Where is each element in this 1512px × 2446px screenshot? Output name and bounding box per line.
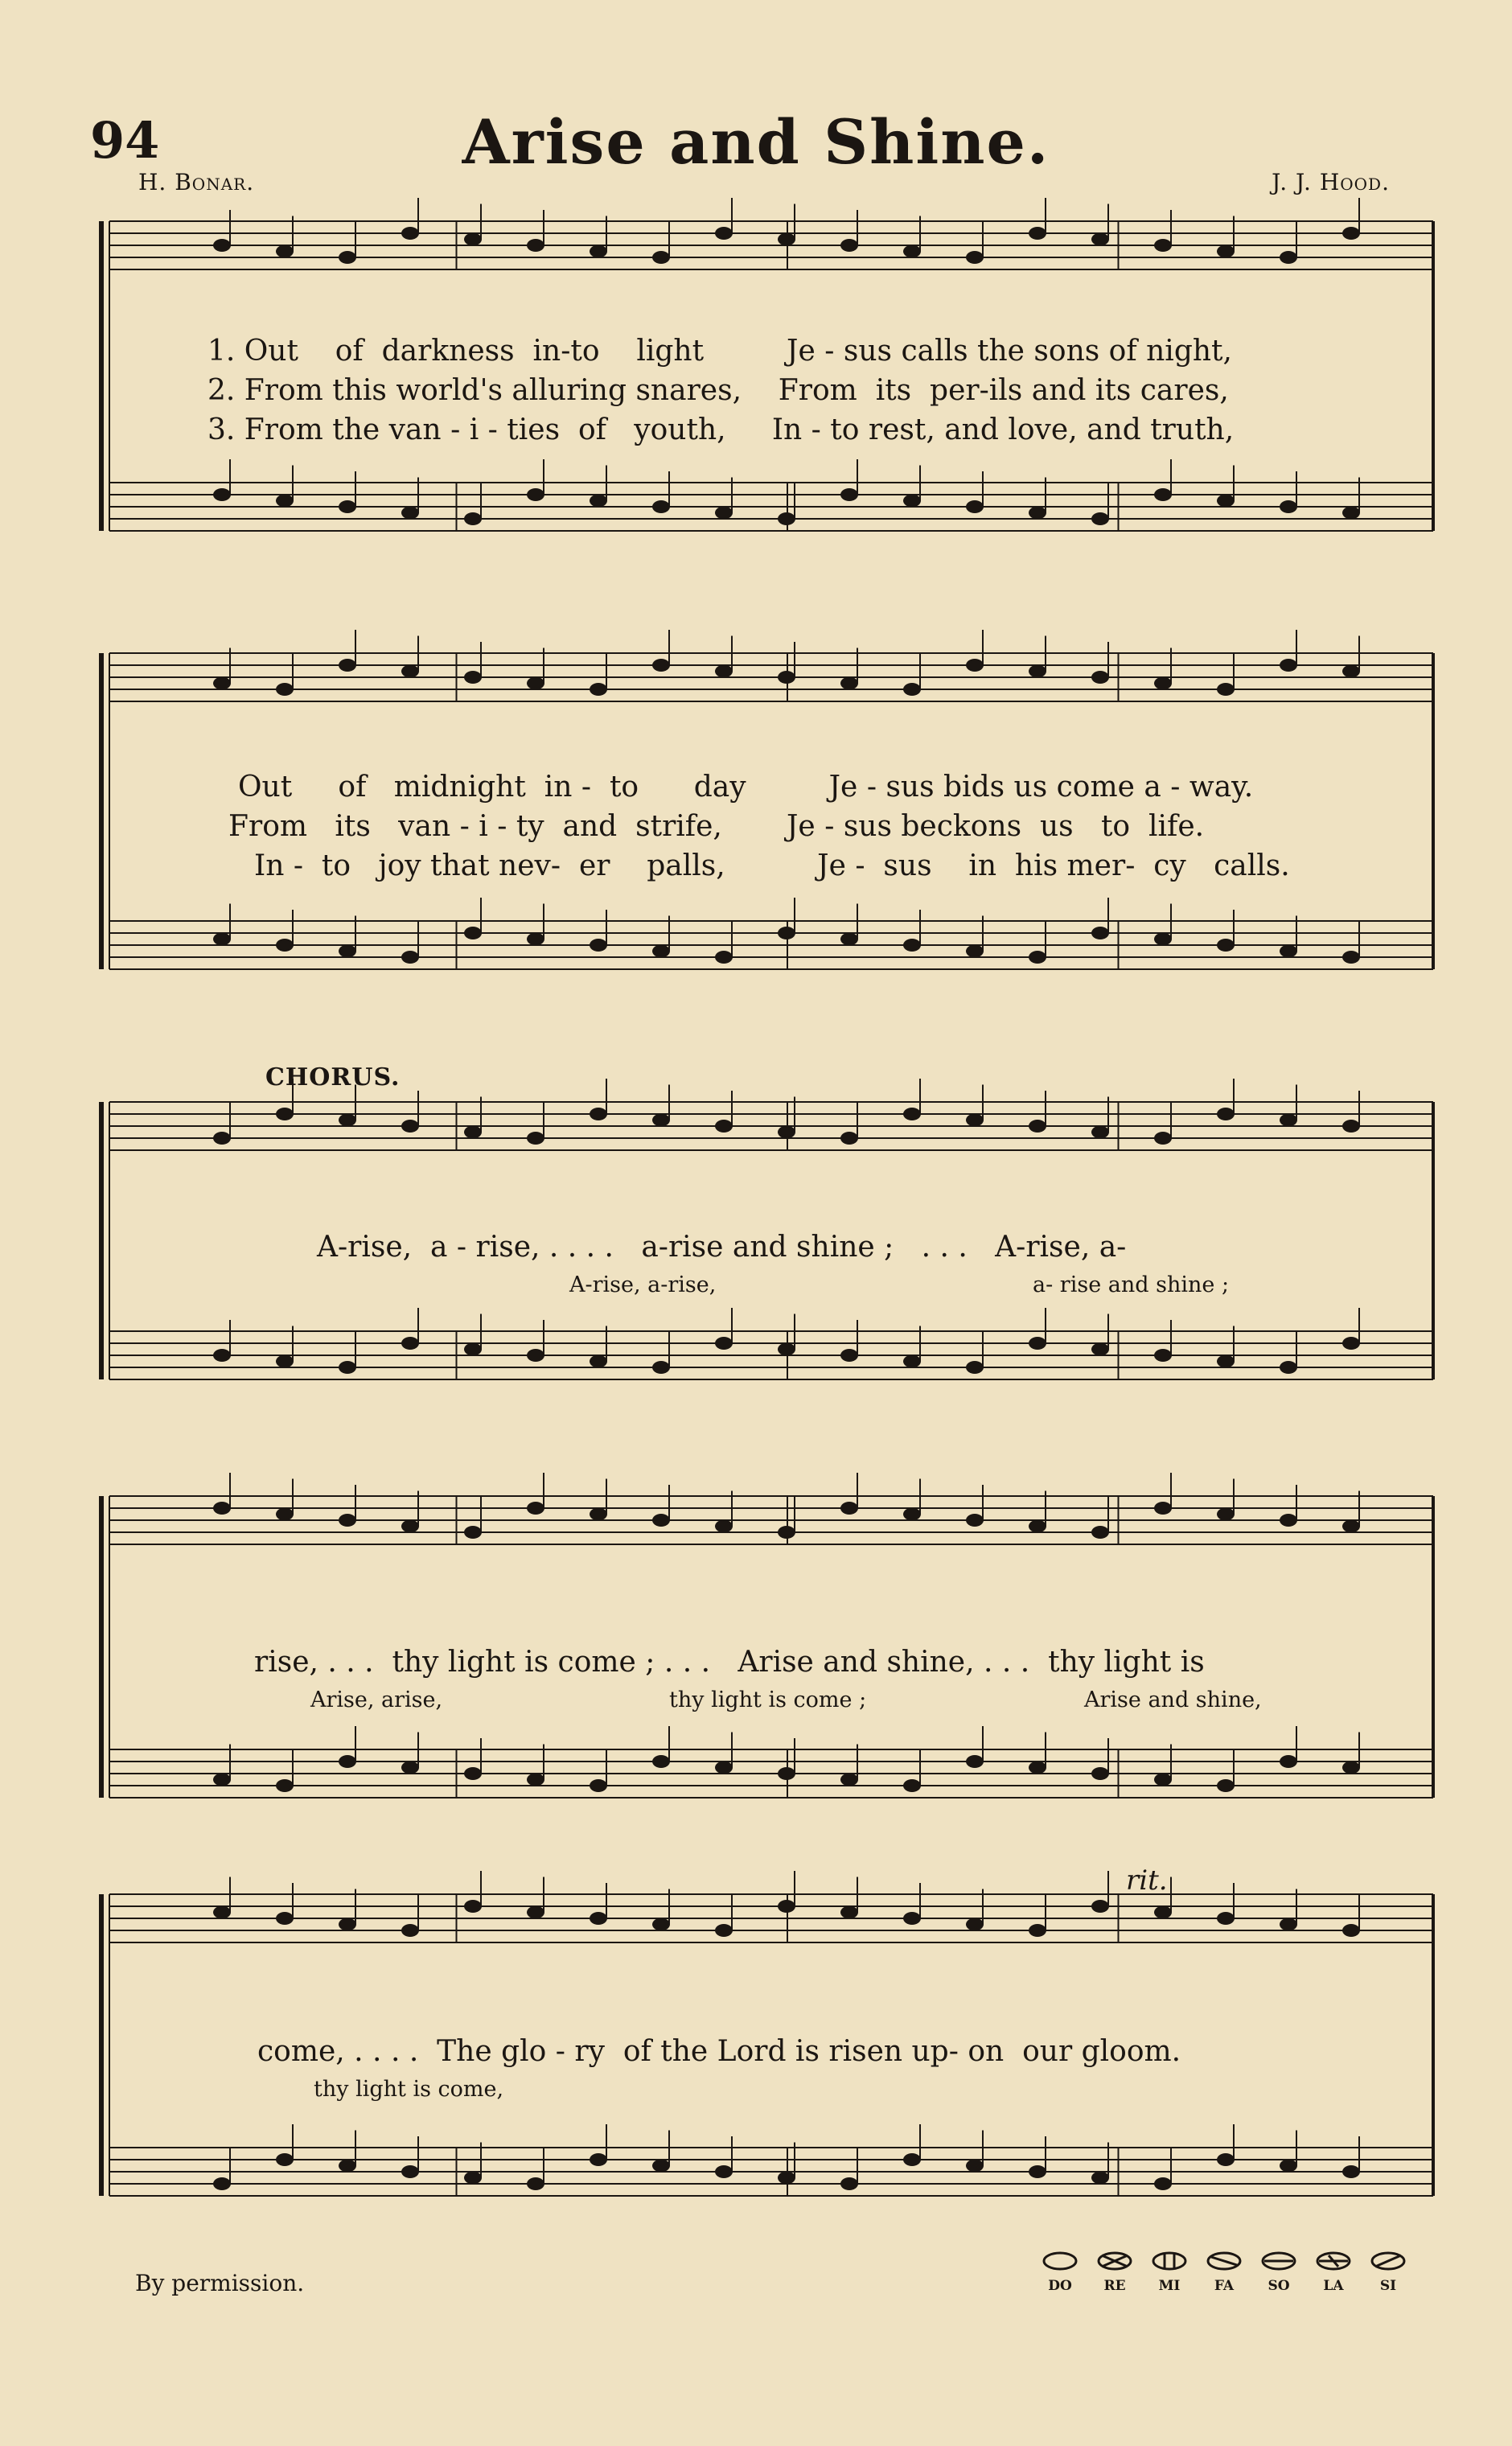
note-head (276, 1912, 294, 1925)
note-head (1029, 1520, 1046, 1533)
hymn-title: Arise and Shine. (462, 106, 1050, 178)
note-head (1280, 945, 1297, 958)
note-head (590, 1355, 607, 1368)
note-head (401, 2165, 419, 2178)
note-head (401, 1337, 419, 1350)
note-head (464, 2172, 482, 2185)
note-head (1091, 1526, 1109, 1539)
note-head (1217, 1355, 1235, 1368)
note-head (778, 671, 795, 684)
note-head (527, 2177, 544, 2190)
note-head (778, 233, 795, 246)
note-head (276, 1508, 294, 1521)
note-head (339, 1114, 356, 1127)
note-head (276, 495, 294, 508)
note-head (1154, 239, 1172, 252)
note-head (1342, 665, 1360, 678)
solfege-so: SO (1268, 2278, 1290, 2294)
note-head (401, 1520, 419, 1533)
note-head (527, 1502, 544, 1515)
note-head (527, 1906, 544, 1919)
solfege-si: SI (1379, 2278, 1397, 2294)
note-head (778, 1767, 795, 1780)
note-head (966, 500, 984, 513)
note-head (966, 1361, 984, 1374)
note-head (903, 1508, 921, 1521)
note-head (715, 1762, 733, 1774)
note-head (213, 1906, 231, 1919)
note-head (778, 512, 795, 525)
note-head (401, 951, 419, 964)
note-head (590, 495, 607, 508)
note-head (652, 500, 670, 513)
note-head (1280, 1755, 1297, 1768)
note-head (903, 1912, 921, 1925)
note-head (339, 500, 356, 513)
note-head (652, 945, 670, 958)
note-head (1029, 1762, 1046, 1774)
note-head (1091, 1900, 1109, 1913)
note-head (966, 1755, 984, 1768)
solfege-fa: FA (1214, 2278, 1235, 2294)
note-head (1091, 233, 1109, 246)
note-head (464, 1900, 482, 1913)
note-head (903, 1355, 921, 1368)
note-head (1029, 1120, 1046, 1133)
note-head (1154, 1349, 1172, 1362)
note-head (1091, 2172, 1109, 2185)
note-head (903, 939, 921, 952)
note-head (590, 245, 607, 258)
note-head (840, 933, 858, 946)
note-head (1154, 1906, 1172, 1919)
verse1-line: 1. Out of darkness in-to light Je - sus calls the sons of night, (207, 335, 1232, 368)
note-head (1029, 2165, 1046, 2178)
note-head (1029, 1337, 1046, 1350)
note-head (213, 677, 231, 690)
note-head (1091, 512, 1109, 525)
note-head (339, 2160, 356, 2173)
note-head (1280, 1361, 1297, 1374)
note-head (590, 1508, 607, 1521)
note-head (778, 1343, 795, 1356)
note-head (590, 1779, 607, 1792)
note-head (527, 239, 544, 252)
note-head (715, 951, 733, 964)
note-head (464, 1526, 482, 1539)
note-head (840, 239, 858, 252)
note-head (778, 1526, 795, 1539)
note-head (1280, 1114, 1297, 1127)
note-head (1280, 1514, 1297, 1527)
bass-lyric-1b: a- rise and shine ; (1033, 1272, 1230, 1297)
note-head (213, 933, 231, 946)
note-head (464, 927, 482, 939)
note-head (527, 677, 544, 690)
note-head (1091, 1126, 1109, 1139)
note-head (652, 1514, 670, 1527)
note-head (1217, 245, 1235, 258)
bass-lyric-2a: Arise, arise, (310, 1688, 443, 1712)
solfege-do: DO (1048, 2278, 1072, 2294)
note-head (715, 507, 733, 520)
note-head (1154, 2177, 1172, 2190)
note-head (527, 1132, 544, 1145)
note-head (213, 239, 231, 252)
note-head (401, 507, 419, 520)
note-head (778, 1126, 795, 1139)
note-head (213, 1132, 231, 1145)
note-head (715, 1520, 733, 1533)
note-head (1342, 951, 1360, 964)
note-head (652, 251, 670, 264)
chorus-label: CHORUS. (265, 1063, 401, 1091)
note-head (339, 1514, 356, 1527)
note-head (840, 677, 858, 690)
note-head (1217, 1108, 1235, 1120)
note-head (1029, 507, 1046, 520)
note-head (276, 1779, 294, 1792)
note-head (966, 659, 984, 672)
bass-lyric-2b: thy light is come ; (669, 1688, 867, 1712)
solfege-mi: MI (1158, 2278, 1181, 2294)
note-head (1154, 1132, 1172, 1145)
note-head (276, 683, 294, 696)
note-head (715, 2165, 733, 2178)
note-head (213, 2177, 231, 2190)
author-credit: H. Bonar. (138, 169, 255, 195)
note-head (1029, 665, 1046, 678)
note-head (1280, 1918, 1297, 1931)
note-head (966, 251, 984, 264)
shape-note-key-icon (1037, 2249, 1415, 2273)
note-head (903, 2153, 921, 2166)
note-head (339, 659, 356, 672)
solfege-la: LA (1323, 2278, 1344, 2294)
note-head (276, 939, 294, 952)
note-head (778, 927, 795, 939)
note-head (339, 251, 356, 264)
note-head (276, 1108, 294, 1120)
note-head (1091, 1343, 1109, 1356)
note-head (840, 1906, 858, 1919)
note-head (966, 2160, 984, 2173)
note-head (401, 1762, 419, 1774)
note-head (840, 1774, 858, 1786)
note-head (339, 1361, 356, 1374)
note-head (1154, 677, 1172, 690)
note-head (715, 1120, 733, 1133)
note-head (1342, 1924, 1360, 1937)
note-head (464, 233, 482, 246)
note-head (339, 1755, 356, 1768)
note-head (590, 1912, 607, 1925)
note-head (401, 227, 419, 240)
note-head (966, 1918, 984, 1931)
note-head (213, 1349, 231, 1362)
note-head (1154, 1774, 1172, 1786)
solfege-re: RE (1103, 2278, 1126, 2294)
note-head (778, 2172, 795, 2185)
ritardando-mark: rit. (1126, 1864, 1168, 1897)
note-head (966, 945, 984, 958)
note-head (1342, 1520, 1360, 1533)
note-head (1217, 939, 1235, 952)
note-head (464, 1767, 482, 1780)
note-head (401, 1120, 419, 1133)
note-head (903, 1108, 921, 1120)
note-head (903, 1779, 921, 1792)
note-head (1154, 933, 1172, 946)
note-head (1280, 251, 1297, 264)
note-head (464, 1343, 482, 1356)
note-head (1154, 488, 1172, 501)
chorus-lyric-2: rise, . . . thy light is come ; . . . Arise and shine, . . . thy light is (254, 1646, 1205, 1679)
page-number: 94 (90, 111, 160, 170)
note-head (1029, 951, 1046, 964)
note-head (1280, 500, 1297, 513)
note-head (276, 245, 294, 258)
bass-lyric-1a: A-rise, a-rise, (569, 1272, 717, 1297)
note-head (527, 488, 544, 501)
note-head (1342, 2165, 1360, 2178)
note-head (840, 1349, 858, 1362)
note-head (1280, 2160, 1297, 2173)
note-head (276, 2153, 294, 2166)
note-head (652, 2160, 670, 2173)
note-head (1091, 927, 1109, 939)
composer-credit: J. J. Hood. (1272, 169, 1390, 195)
note-head (590, 1108, 607, 1120)
bass-lyric-2c: Arise and shine, (1084, 1688, 1262, 1712)
note-head (715, 227, 733, 240)
note-head (1217, 1779, 1235, 1792)
note-head (1029, 1924, 1046, 1937)
note-head (213, 1502, 231, 1515)
verse3-line-2: In - to joy that nev- er palls, Je - sus in his mer- cy calls. (254, 849, 1290, 882)
note-head (1342, 1120, 1360, 1133)
note-head (840, 1502, 858, 1515)
note-head (966, 1114, 984, 1127)
note-head (1217, 1508, 1235, 1521)
note-head (401, 1924, 419, 1937)
note-head (527, 1774, 544, 1786)
note-head (966, 1514, 984, 1527)
note-head (903, 245, 921, 258)
note-head (339, 1918, 356, 1931)
note-head (1217, 2153, 1235, 2166)
note-head (464, 671, 482, 684)
note-head (464, 512, 482, 525)
note-head (840, 2177, 858, 2190)
note-head (840, 488, 858, 501)
note-head (1342, 1762, 1360, 1774)
note-head (652, 1114, 670, 1127)
note-head (1342, 507, 1360, 520)
note-head (1217, 1912, 1235, 1925)
note-head (840, 1132, 858, 1145)
note-head (1217, 495, 1235, 508)
note-head (527, 933, 544, 946)
verse3-line: 3. From the van - i - ties of youth, In - to rest, and love, and truth, (207, 413, 1235, 446)
verse2-line: 2. From this world's alluring snares, From its per-ils and its cares, (207, 374, 1229, 407)
verse1-line-2: Out of midnight in - to day Je - sus bids us come a - way. (238, 771, 1254, 804)
note-head (715, 665, 733, 678)
note-head (276, 1355, 294, 1368)
note-head (464, 1126, 482, 1139)
note-head (652, 1361, 670, 1374)
note-head (213, 488, 231, 501)
verse2-line-2: From its van - i - ty and strife, Je - sus beckons us to life. (228, 810, 1205, 843)
note-head (1217, 683, 1235, 696)
chorus-lyric-1: A-rise, a - rise, . . . . a-rise and shine ; . . . A-rise, a- (317, 1231, 1127, 1264)
note-head (339, 945, 356, 958)
note-head (903, 683, 921, 696)
note-head (1091, 1767, 1109, 1780)
note-head (590, 683, 607, 696)
permission-note: By permission. (135, 2270, 305, 2296)
note-head (527, 1349, 544, 1362)
note-head (715, 1924, 733, 1937)
note-head (1342, 227, 1360, 240)
note-head (1280, 659, 1297, 672)
chorus-lyric-3: come, . . . . The glo - ry of the Lord is risen up- on our gloom. (257, 2035, 1181, 2068)
note-head (1154, 1502, 1172, 1515)
bass-lyric-3a: thy light is come, (314, 2077, 504, 2102)
note-head (903, 495, 921, 508)
note-head (1029, 227, 1046, 240)
note-head (778, 1900, 795, 1913)
note-head (213, 1774, 231, 1786)
note-head (652, 1918, 670, 1931)
note-head (1091, 671, 1109, 684)
note-head (401, 665, 419, 678)
note-head (1342, 1337, 1360, 1350)
note-head (652, 1755, 670, 1768)
note-head (590, 939, 607, 952)
note-head (652, 659, 670, 672)
note-head (590, 2153, 607, 2166)
note-head (715, 1337, 733, 1350)
